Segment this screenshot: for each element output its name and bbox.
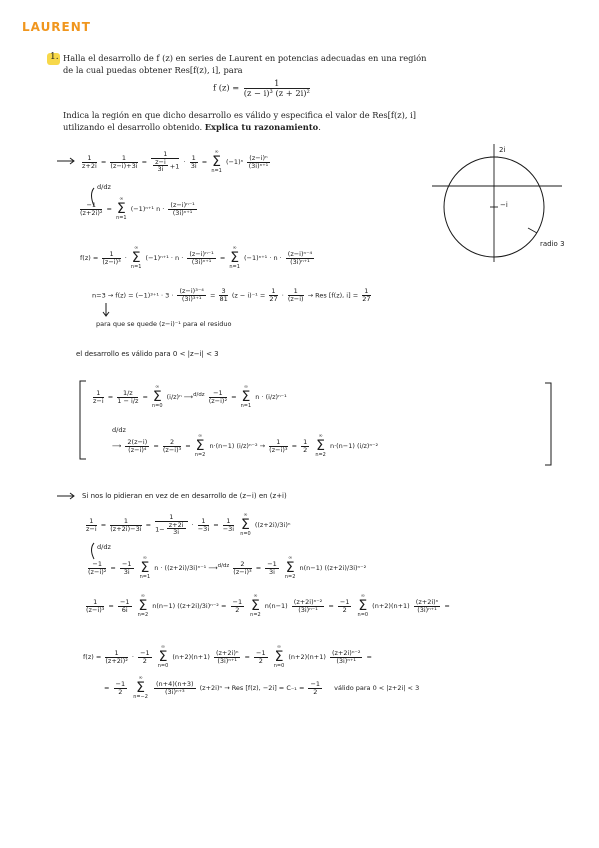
math-token: (−1)ⁿ⁺¹ bbox=[130, 205, 154, 213]
math-token: ∞ bbox=[318, 433, 323, 439]
problem-line-4-bold: Explica tu razonamiento bbox=[204, 122, 319, 132]
work-line-6: $\frac{1}{z-i}$ = $\frac{1}{(z+2i)-3i}$ = 1 1− $\frac{z+2i}{3i}$ · $\frac{1}{-3i}$ = $\frac{1}{-3i}$ ∞ Σ n=0 ((z+2i)/3i)ⁿ bbox=[86, 512, 291, 537]
fraction bbox=[198, 518, 209, 533]
math-token: n=0 bbox=[151, 403, 163, 409]
fraction bbox=[153, 159, 168, 174]
fraction bbox=[155, 514, 187, 536]
math-token: f(z) = bbox=[80, 254, 99, 262]
math-token: −1 bbox=[267, 559, 277, 568]
problem-line-2: de la cual puedas obtener Res[f(z), i], para bbox=[63, 65, 243, 75]
fraction bbox=[254, 650, 268, 665]
math-token: → Res [f(z), i] = bbox=[307, 291, 359, 300]
math-token: n=0 bbox=[240, 531, 251, 537]
math-token: (z+2i)² bbox=[105, 656, 128, 665]
math-token: 2(z−i) bbox=[127, 437, 148, 446]
math-token: 1 bbox=[303, 437, 308, 446]
math-token: n=−2 bbox=[133, 694, 148, 700]
math-token: 1 bbox=[269, 439, 287, 447]
math-token: 2 bbox=[258, 656, 263, 665]
summation: ∞ Σ n=1 bbox=[211, 149, 222, 174]
math-token: 1 bbox=[86, 599, 104, 607]
summation: ∞ Σ n=0 bbox=[357, 593, 369, 618]
fraction bbox=[110, 155, 137, 170]
math-token: (z−i)ⁿ bbox=[249, 153, 268, 162]
summation: ∞ Σ n=0 bbox=[151, 384, 163, 409]
math-token: (z − i)⁻¹ bbox=[231, 291, 258, 300]
fraction bbox=[286, 251, 314, 266]
math-token: ∞ bbox=[142, 555, 147, 561]
math-token: −1 bbox=[115, 679, 126, 688]
math-token: (z−i)² bbox=[88, 567, 107, 576]
math-token: (3i)³⁺¹ bbox=[181, 294, 202, 303]
math-token: 1− bbox=[155, 524, 165, 533]
math-token: (3i)ⁿ⁺¹ bbox=[172, 208, 193, 217]
math-token: 2 bbox=[142, 656, 147, 665]
math-token: −1 bbox=[339, 597, 350, 606]
math-token: 2 bbox=[303, 445, 308, 454]
math-token: −1 bbox=[310, 679, 321, 688]
math-token: (n+2)(n+1) bbox=[172, 653, 210, 661]
math-token: 1 bbox=[110, 518, 141, 526]
math-token: 1 bbox=[191, 153, 196, 162]
math-token: n=2 bbox=[194, 452, 206, 458]
math-token: −1 bbox=[119, 597, 130, 606]
math-token: ∞ bbox=[276, 644, 282, 650]
fraction bbox=[110, 518, 141, 533]
math-token: (−1)ⁿ⁺¹ · n · bbox=[145, 254, 184, 262]
math-token: 1 bbox=[82, 155, 97, 163]
work-line-2: $\frac{-1}{\text{(z+2i)²}}$ = ∞ Σ n=1 (−1)ⁿ⁺¹ n · $\frac{\text{(z−i)ⁿ⁻¹}}{\text{(3i)ⁿ⁺¹}}$ bbox=[80, 196, 195, 221]
math-token: (z−i)⁴ bbox=[128, 445, 147, 454]
math-token: ∞ bbox=[140, 593, 145, 599]
math-token: n=0 bbox=[273, 663, 285, 669]
math-token: ((z+2i)/3i)ⁿ bbox=[254, 521, 291, 529]
math-token: (z−i)ⁿ⁻⁴ bbox=[287, 249, 313, 258]
math-token: (3i)ⁿ⁺¹ bbox=[217, 656, 238, 665]
math-token: n(n−1) bbox=[264, 602, 288, 610]
math-token: −1 bbox=[232, 597, 243, 606]
fraction bbox=[154, 681, 196, 696]
validity-line: el desarrollo es válido para 0 < |z−i| < 3 bbox=[76, 350, 219, 358]
fraction bbox=[247, 155, 269, 170]
math-token: n · ((z+2i)/3i)ⁿ⁻¹ bbox=[154, 564, 207, 572]
math-token: 1 bbox=[86, 518, 97, 526]
math-token: (z+2i)ⁿ⁻² bbox=[293, 597, 323, 606]
problem-number: 1. bbox=[50, 52, 59, 62]
math-token: 1 bbox=[288, 288, 304, 296]
math-token: (z−i)³ bbox=[233, 567, 252, 576]
math-token: n=1 bbox=[240, 403, 252, 409]
math-token: (z−i)ⁿ⁻¹ bbox=[170, 200, 195, 209]
work-line-4: n=3 → f(z) = (−1)³⁺¹ · 3 · $\frac{\text{(z−i)³⁻⁴}}{\text{(3i)³⁺¹}}$ = $\frac{3}{81}$ (z − i)⁻¹ = $\frac{1}{27}$ · $\frac{1}{(z-i)}$ → Res [f(z), i] = $\frac{1}{27}$ bbox=[92, 287, 371, 303]
math-token: n=2 bbox=[250, 612, 261, 618]
fraction bbox=[125, 439, 149, 454]
math-token: −1 bbox=[121, 559, 132, 568]
math-token: (z−i) bbox=[287, 294, 304, 303]
summation: ∞ Σ n=−2 bbox=[133, 675, 148, 700]
math-token: (z+2i)ⁿ bbox=[215, 648, 239, 657]
math-token: = bbox=[259, 291, 266, 300]
math-token: (z+2i)−3i bbox=[110, 524, 142, 533]
math-token: n=3 → f(z) = (−1)³⁺¹ · 3 · bbox=[92, 291, 174, 300]
math-token: z−i bbox=[86, 524, 97, 533]
fraction bbox=[102, 251, 120, 266]
fraction bbox=[88, 561, 106, 576]
fraction bbox=[414, 599, 440, 614]
math-token: 2 bbox=[342, 605, 347, 614]
summation: ∞ Σ n=1 bbox=[139, 555, 151, 580]
math-token: n · (i/z)ⁿ⁻¹ bbox=[255, 393, 287, 401]
fraction bbox=[209, 390, 227, 405]
math-token: ∞ bbox=[253, 593, 258, 599]
fraction bbox=[301, 439, 309, 454]
math-token: 3i bbox=[157, 165, 164, 174]
math-token: n=0 bbox=[157, 663, 169, 669]
math-token: n=1 bbox=[130, 264, 142, 270]
math-token: ∞ bbox=[138, 675, 143, 681]
math-token: 2 bbox=[163, 439, 181, 447]
math-token: −1 bbox=[209, 390, 227, 398]
fraction bbox=[330, 650, 363, 665]
math-token: 1 bbox=[198, 518, 209, 526]
note-residue: para que se quede (z−i)⁻¹ para el residuo bbox=[96, 320, 232, 328]
work-line-10 bbox=[104, 676, 419, 700]
math-token: −1 bbox=[140, 648, 150, 657]
page-title: LAURENT bbox=[22, 20, 91, 34]
work-line-1: $\frac{1}{z+2i}$ = $\frac{1}{(z-i)+3i}$ = 1 $\frac{z-i}{3i}$ +1 · $\frac{1}{3i}$ = ∞ Σ n=1 (−1)ⁿ $\frac{\text{(z−i)ⁿ}}{\text{(3i)ⁿ⁺¹}}$ bbox=[82, 149, 269, 174]
summation: ∞ Σ n=2 bbox=[194, 433, 206, 458]
math-token: n(n−1) ((z+2i)/3i)ⁿ⁻² bbox=[152, 602, 219, 610]
math-token: (z+2i)ⁿ bbox=[415, 597, 439, 606]
fraction bbox=[82, 155, 97, 170]
fraction bbox=[168, 202, 196, 217]
math-token: −3i bbox=[222, 524, 235, 533]
math-token: −1 bbox=[80, 202, 102, 210]
second-part-intro: Si nos lo pidieran en vez de en desarrollo de (z−i) en (z+i) bbox=[82, 492, 287, 500]
math-token: (z+2i)ⁿ bbox=[199, 684, 223, 692]
fraction bbox=[151, 151, 179, 173]
math-token: n(n−1) ((z+2i)/3i)ⁿ⁻² bbox=[299, 564, 367, 572]
math-token: ∞ bbox=[243, 512, 248, 518]
math-token: (z−i)² bbox=[208, 396, 228, 405]
math-token: 2 bbox=[118, 687, 123, 696]
math-token: n·(n−1) (i/z)ⁿ⁻² bbox=[209, 442, 258, 450]
math-token: 6i bbox=[121, 605, 128, 614]
summation: ∞ Σ n=0 bbox=[240, 512, 251, 537]
math-token: (3i)ⁿ⁺¹ bbox=[248, 161, 269, 170]
fraction bbox=[231, 599, 245, 614]
math-token: n·(n−1) (i/z)ⁿ⁻² bbox=[329, 442, 379, 450]
math-token: 2 bbox=[313, 687, 318, 696]
fraction bbox=[190, 155, 198, 170]
math-token: n · bbox=[156, 205, 165, 213]
summation: ∞ Σ n=1 bbox=[116, 196, 127, 221]
bracket-right bbox=[545, 383, 551, 465]
math-token: (−1)ⁿ⁺¹ · n · bbox=[243, 254, 282, 262]
math-token: 1 − i/z bbox=[117, 396, 139, 405]
work-line-8: $\frac{1}{\text{(z−i)³}}$ = $\frac{-1}{6i}$ ∞ Σ n=2 n(n−1) ((z+2i)/3i)ⁿ⁻² = $\frac{-1}{2}$ ∞ Σ n=2 n(n−1) $\frac{\text{(z+2i)ⁿ⁻²}}{\text{(3i)ⁿ⁻¹}}$ = $\frac{-1}{2}$ ∞ Σ n=0 (n+2)(n+1) $\frac{\text{(z+2i)ⁿ}}{\text{(3i)ⁿ⁺¹}}$ = bbox=[86, 593, 450, 618]
fraction bbox=[118, 599, 132, 614]
fraction bbox=[163, 439, 181, 454]
math-token: (z−i)+3i bbox=[110, 161, 138, 170]
math-token: 81 bbox=[219, 294, 228, 303]
math-token: f(z) = bbox=[83, 653, 102, 661]
formula-denominator: (z − i)³ (z + 2i)² bbox=[243, 87, 310, 98]
math-token: (n+2)(n+1) bbox=[288, 653, 326, 661]
fraction bbox=[167, 522, 186, 537]
math-token: 1 bbox=[362, 288, 370, 296]
math-token: → Res [f(z), −2i] = C₋₁ = bbox=[224, 684, 305, 692]
math-token: d/dz bbox=[217, 562, 230, 569]
math-token: d/dz bbox=[193, 391, 205, 398]
formula-lhs: f (z) = bbox=[213, 82, 240, 93]
work-line-7: $\frac{-1}{\text{(z−i)²}}$ = $\frac{-1}{3i}$ ∞ Σ n=1 n · ((z+2i)/3i)ⁿ⁻¹ ⟶$^{d/dz}$ $\frac{2}{\text{(z−i)³}}$ = $\frac{-1}{3i}$ ∞ Σ n=2 n(n−1) ((z+2i)/3i)ⁿ⁻² bbox=[88, 555, 367, 580]
problem-line-3: Indica la región en que dicho desarrollo es válido y especifica el valor de Res[f(z), i] bbox=[63, 110, 416, 120]
fraction bbox=[308, 681, 322, 696]
fraction bbox=[117, 390, 138, 405]
math-token: 3i bbox=[173, 528, 180, 537]
fraction bbox=[177, 288, 205, 303]
fraction bbox=[187, 251, 215, 266]
work-line-9: f(z) = $\frac{1}{\text{(z+2i)²}}$ · $\frac{-1}{2}$ ∞ Σ n=0 (n+2)(n+1) $\frac{\text{(z+2i)ⁿ}}{\text{(3i)ⁿ⁺¹}}$ = $\frac{-1}{2}$ ∞ Σ n=0 (n+2)(n+1) $\frac{\text{(z+2i)ⁿ⁻²}}{\text{(3i)ⁿ⁺¹}}$ = bbox=[83, 644, 372, 669]
math-token: n=2 bbox=[315, 452, 326, 458]
fraction bbox=[219, 288, 227, 303]
fraction bbox=[214, 650, 240, 665]
math-token: ∞ bbox=[288, 555, 293, 561]
bracket-left bbox=[80, 381, 86, 459]
fraction bbox=[269, 288, 277, 303]
label-minus-i: −i bbox=[500, 201, 508, 209]
math-token: 2 bbox=[235, 605, 240, 614]
math-token: n=1 bbox=[139, 574, 151, 580]
box-line-2-label: d/dz bbox=[112, 426, 126, 434]
label-radius: radio 3 bbox=[540, 240, 565, 248]
math-token: n=1 bbox=[211, 168, 222, 174]
fraction bbox=[86, 518, 97, 533]
math-token: (n+4)(n+3) bbox=[156, 679, 194, 688]
summation: ∞ Σ n=1 bbox=[229, 245, 240, 270]
box-line-2: ⟶ $\frac{2(z-i)}{\text{(z−i)⁴}}$ = $\frac{2}{\text{(z−i)³}}$ = ∞ Σ n=2 n·(n−1) (i/z)ⁿ⁻² → $\frac{1}{\text{(z−i)³}}$ = $\frac{1}{2}$ ∞ Σ n=2 n·(n−1) (i/z)ⁿ⁻² bbox=[112, 433, 379, 458]
fraction bbox=[86, 599, 104, 614]
math-token: n=2 bbox=[284, 574, 296, 580]
fraction bbox=[114, 681, 128, 696]
math-token: n=2 bbox=[137, 612, 149, 618]
math-token: 1 bbox=[102, 251, 120, 259]
math-token: (z−i)³ bbox=[269, 445, 288, 454]
math-token: (3i)ⁿ⁺¹ bbox=[290, 257, 310, 266]
math-token: (z−i)³⁻⁴ bbox=[179, 287, 204, 295]
math-token: (3i)ⁿ⁺¹ bbox=[417, 605, 437, 614]
math-token: 1 bbox=[223, 518, 234, 526]
math-token: (z−i)³ bbox=[162, 445, 182, 454]
math-token: n=0 bbox=[357, 612, 369, 618]
fraction bbox=[288, 288, 304, 303]
fraction bbox=[80, 202, 102, 217]
math-token: 1 bbox=[105, 650, 127, 658]
problem-line-4-text: utilizando el desarrollo obtenido. bbox=[63, 122, 203, 132]
math-token: 3i bbox=[269, 567, 275, 576]
math-token: (3i)ⁿ⁺¹ bbox=[336, 656, 357, 665]
math-token: 3 bbox=[219, 288, 227, 296]
math-token: (z−i)³ bbox=[86, 605, 105, 614]
summation: ∞ Σ n=1 bbox=[240, 384, 252, 409]
math-token: ∞ bbox=[119, 196, 124, 202]
math-token: 27 bbox=[362, 294, 371, 303]
summation: ∞ Σ n=2 bbox=[315, 433, 326, 458]
fraction bbox=[233, 561, 251, 576]
problem-line-1: Halla el desarrollo de f (z) en series de Laurent en potencias adecuadas en una región bbox=[63, 53, 427, 63]
math-token: −3i bbox=[197, 524, 210, 533]
math-token: ∞ bbox=[360, 593, 365, 599]
math-token: válido para 0 < |z+2i| < 3 bbox=[334, 684, 420, 692]
summation: ∞ Σ n=2 bbox=[137, 593, 149, 618]
math-token: ∞ bbox=[243, 384, 248, 390]
deriv-label-2: d/dz bbox=[97, 543, 111, 551]
problem-line-4: utilizando el desarrollo obtenido. Explica tu razonamiento. bbox=[63, 122, 321, 132]
math-token: 3i bbox=[123, 567, 130, 576]
fraction bbox=[362, 288, 370, 303]
summation: ∞ Σ n=2 bbox=[284, 555, 296, 580]
math-token: (z−i)³ bbox=[102, 257, 121, 266]
math-token: 3i bbox=[190, 161, 197, 170]
math-token: z−i bbox=[93, 396, 104, 405]
math-token: z+2i bbox=[82, 161, 97, 170]
fraction bbox=[138, 650, 152, 665]
math-token: +1 bbox=[169, 161, 180, 170]
math-token: ∞ bbox=[134, 245, 139, 251]
work-line-3: f(z) = $\frac{1}{\text{(z−i)³}}$ · ∞ Σ n=1 (−1)ⁿ⁺¹ · n · $\frac{\text{(z−i)ⁿ⁻¹}}{\text{(3i)ⁿ⁺¹}}$ = ∞ Σ n=1 (−1)ⁿ⁺¹ · n · $\frac{\text{(z−i)ⁿ⁻⁴}}{\text{(3i)ⁿ⁺¹}}$ bbox=[80, 245, 313, 270]
math-token: (n+2)(n+1) bbox=[372, 602, 410, 610]
math-token: 1/z bbox=[117, 390, 138, 398]
math-token: −1 bbox=[88, 561, 106, 569]
math-token: z+2i bbox=[168, 520, 184, 529]
math-token: 1 bbox=[151, 151, 179, 159]
math-token: 1 bbox=[110, 155, 137, 163]
math-token: n=1 bbox=[229, 264, 240, 270]
fraction bbox=[120, 561, 134, 576]
math-token: 1 bbox=[93, 390, 104, 398]
math-token: −1 bbox=[256, 648, 266, 657]
fraction bbox=[223, 518, 234, 533]
math-token: ∞ bbox=[198, 433, 203, 439]
fraction bbox=[269, 439, 287, 454]
deriv-label-1: d/dz bbox=[97, 183, 111, 191]
math-token: (−1)ⁿ bbox=[225, 158, 244, 166]
summation: ∞ Σ n=0 bbox=[157, 644, 169, 669]
fraction bbox=[338, 599, 352, 614]
math-token: (3i)ⁿ⁺³ bbox=[164, 687, 185, 696]
fraction bbox=[105, 650, 127, 665]
math-token: (3i)ⁿ⁻¹ bbox=[298, 605, 318, 614]
math-token: 1 bbox=[269, 288, 277, 296]
fraction bbox=[265, 561, 279, 576]
math-token: z−i bbox=[155, 157, 166, 166]
math-token: ∞ bbox=[214, 149, 219, 155]
math-token: 1 bbox=[155, 514, 187, 522]
formula-numerator: 1 bbox=[244, 79, 310, 89]
fraction bbox=[292, 599, 325, 614]
label-2i: 2i bbox=[499, 146, 506, 154]
box-line-1: $\frac{1}{z-i}$ = $\frac{1/z}{1 - i/z}$ = ∞ Σ n=0 (i/z)ⁿ ⟶$^{d/dz}$ $\frac{-1}{\text{(z−i)²}}$ = ∞ Σ n=1 n · (i/z)ⁿ⁻¹ bbox=[93, 384, 287, 409]
math-token: (z−i)ⁿ⁻¹ bbox=[189, 249, 214, 258]
math-token: n=1 bbox=[116, 215, 127, 221]
math-token: (z+2i)² bbox=[80, 208, 103, 217]
summation: ∞ Σ n=1 bbox=[130, 245, 142, 270]
math-token: = bbox=[219, 254, 226, 262]
summation: ∞ Σ n=2 bbox=[250, 593, 261, 618]
math-token: 27 bbox=[269, 294, 278, 303]
math-token: (i/z)ⁿ bbox=[166, 393, 182, 401]
math-token: = bbox=[209, 291, 216, 300]
fraction bbox=[93, 390, 104, 405]
math-token: = bbox=[104, 684, 110, 692]
math-token: (3i)ⁿ⁺¹ bbox=[191, 257, 212, 266]
radius-pointer bbox=[528, 228, 537, 233]
summation: ∞ Σ n=0 bbox=[273, 644, 285, 669]
math-token: ∞ bbox=[160, 644, 166, 650]
math-token: (z+2i)ⁿ⁻² bbox=[331, 648, 361, 657]
math-token: 2 bbox=[233, 561, 251, 569]
math-token: ∞ bbox=[232, 245, 237, 251]
math-token: ∞ bbox=[155, 384, 160, 390]
